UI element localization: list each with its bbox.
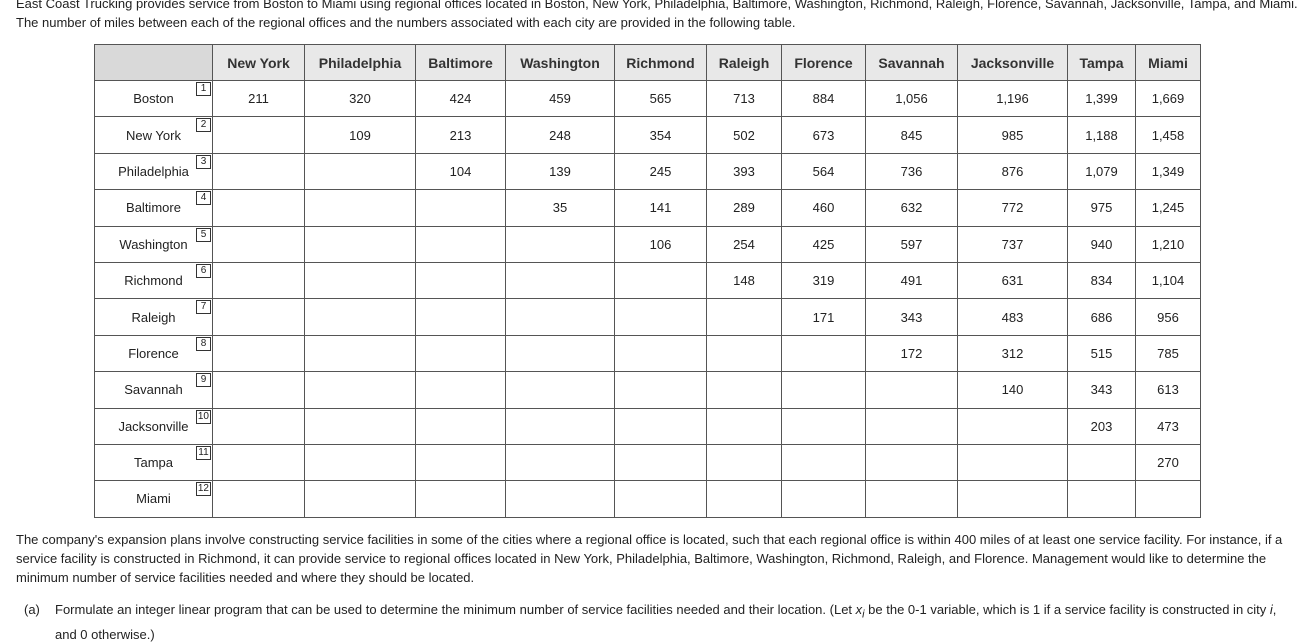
distance-cell: [707, 299, 782, 335]
distance-cell: 171: [782, 299, 866, 335]
distance-cell: 631: [958, 262, 1068, 298]
distance-cell: [213, 262, 305, 298]
distance-cell: 515: [1068, 335, 1136, 371]
distance-cell: [213, 299, 305, 335]
city-index-badge: 1: [196, 82, 211, 96]
distance-cell: 1,669: [1136, 81, 1201, 117]
distance-cell: 565: [615, 81, 707, 117]
column-header: Philadelphia: [305, 45, 416, 81]
distance-cell: 104: [416, 153, 506, 189]
distance-cell: [213, 117, 305, 153]
distance-cell: [1068, 444, 1136, 480]
row-header-cell: [95, 372, 213, 408]
city-name: Boston: [133, 91, 174, 107]
distance-cell: [506, 481, 615, 517]
row-header-cell: [95, 117, 213, 153]
table-row: [95, 444, 1201, 480]
expansion-paragraph: The company's expansion plans involve constructing service facilities in some of the cities where a regional office is located, such that each regional office is within 400 miles of at least one service facility. For instance, if a service facility is constructed in Richmond, it can provide service to regional offices located in New York, Philadelphia, Baltimore, Washington, Richmond, Raleigh, and Florence. Management would like to determine the minimum number of service facilities needed and where they should be located.: [16, 532, 1283, 585]
distance-cell: [416, 444, 506, 480]
row-header-cell: [95, 444, 213, 480]
distance-cell: [416, 299, 506, 335]
distance-cell: 1,210: [1136, 226, 1201, 262]
distance-cell: 425: [782, 226, 866, 262]
distance-cell: [782, 335, 866, 371]
city-name: Florence: [128, 345, 179, 361]
distance-cell: 1,188: [1068, 117, 1136, 153]
corner-cell: [95, 45, 213, 81]
city-index-badge: 9: [196, 373, 211, 387]
column-header: Jacksonville: [958, 45, 1068, 81]
distance-cell: 254: [707, 226, 782, 262]
column-header: Tampa: [1068, 45, 1136, 81]
city-name: Miami: [136, 491, 171, 507]
distance-cell: 459: [506, 81, 615, 117]
distance-cell: 106: [615, 226, 707, 262]
distance-cell: [506, 444, 615, 480]
distance-cell: 248: [506, 117, 615, 153]
distance-cell: [416, 335, 506, 371]
distance-cell: [305, 299, 416, 335]
distance-cell: [615, 299, 707, 335]
distance-cell: 140: [958, 372, 1068, 408]
distance-cell: 845: [866, 117, 958, 153]
table-row: [95, 481, 1201, 517]
distance-cell: 109: [305, 117, 416, 153]
city-name: Savannah: [124, 382, 183, 398]
part-a-text: [55, 600, 1284, 644]
column-header: Richmond: [615, 45, 707, 81]
distance-cell: 985: [958, 117, 1068, 153]
distance-cell: [305, 153, 416, 189]
distance-cell: 148: [707, 262, 782, 298]
distance-cell: 785: [1136, 335, 1201, 371]
row-header-cell: [95, 226, 213, 262]
distance-cell: 289: [707, 190, 782, 226]
distance-cell: [782, 481, 866, 517]
distance-cell: [707, 408, 782, 444]
distance-cell: [416, 408, 506, 444]
distance-cell: 245: [615, 153, 707, 189]
distance-cell: [615, 408, 707, 444]
distance-cell: [506, 226, 615, 262]
distance-cell: [213, 372, 305, 408]
distance-cell: 343: [1068, 372, 1136, 408]
distance-cell: [782, 408, 866, 444]
distance-cell: [305, 444, 416, 480]
distance-cell: [1136, 481, 1201, 517]
distance-cell: [958, 408, 1068, 444]
distance-cell: [305, 372, 416, 408]
table-row: [95, 408, 1201, 444]
row-header-cell: [95, 153, 213, 189]
distance-cell: 1,399: [1068, 81, 1136, 117]
part-a-question: [24, 600, 1284, 644]
distance-cell: [416, 226, 506, 262]
distance-cell: [615, 481, 707, 517]
distance-cell: [782, 444, 866, 480]
city-name: Philadelphia: [118, 163, 189, 179]
distance-cell: [1068, 481, 1136, 517]
distance-cell: 139: [506, 153, 615, 189]
distance-cell: 597: [866, 226, 958, 262]
distance-cell: 876: [958, 153, 1068, 189]
row-header-cell: [95, 481, 213, 517]
distance-cell: 343: [866, 299, 958, 335]
distance-cell: 1,349: [1136, 153, 1201, 189]
distance-cell: 320: [305, 81, 416, 117]
row-header-cell: [95, 190, 213, 226]
distance-cell: 213: [416, 117, 506, 153]
distance-cell: [615, 335, 707, 371]
distance-cell: 713: [707, 81, 782, 117]
distance-cell: [305, 335, 416, 371]
distance-cell: 1,056: [866, 81, 958, 117]
distance-cell: [213, 481, 305, 517]
table-row: [95, 81, 1201, 117]
distance-cell: 312: [958, 335, 1068, 371]
distance-cell: 483: [958, 299, 1068, 335]
column-header: Washington: [506, 45, 615, 81]
distance-cell: 564: [782, 153, 866, 189]
distance-cell: [506, 262, 615, 298]
column-header: Miami: [1136, 45, 1201, 81]
distance-cell: [615, 262, 707, 298]
city-name: Raleigh: [131, 309, 176, 325]
distance-cell: 424: [416, 81, 506, 117]
distance-cell: 172: [866, 335, 958, 371]
distance-cell: 940: [1068, 226, 1136, 262]
part-a-text-middle: be the 0-1 variable, which is 1 if a service facility is constructed in city: [864, 602, 1270, 617]
row-header-cell: [95, 262, 213, 298]
distance-cell: [506, 408, 615, 444]
column-header: Raleigh: [707, 45, 782, 81]
city-name: Tampa: [133, 455, 174, 471]
city-index-badge: 2: [196, 118, 211, 132]
distance-cell: 975: [1068, 190, 1136, 226]
distance-cell: [305, 226, 416, 262]
distance-cell: 491: [866, 262, 958, 298]
distance-cell: [305, 262, 416, 298]
distance-cell: [866, 481, 958, 517]
distance-cell: 772: [958, 190, 1068, 226]
part-a-text-end: , and 0 otherwise.): [55, 602, 1277, 642]
variable-x: x: [855, 602, 863, 617]
distance-cell: 736: [866, 153, 958, 189]
distance-cell: [305, 481, 416, 517]
distance-cell: 737: [958, 226, 1068, 262]
city-index-badge: 6: [196, 264, 211, 278]
city-index-badge: 11: [196, 446, 211, 460]
column-header: Baltimore: [416, 45, 506, 81]
distance-cell: 834: [1068, 262, 1136, 298]
table-row: [95, 372, 1201, 408]
distance-cell: 354: [615, 117, 707, 153]
row-header-cell: [95, 335, 213, 371]
distance-cell: 502: [707, 117, 782, 153]
table-header-row: [95, 45, 1201, 81]
distance-cell: 1,079: [1068, 153, 1136, 189]
distance-cell: [305, 408, 416, 444]
table-row: [95, 117, 1201, 153]
distance-cell: [416, 190, 506, 226]
distance-cell: [615, 372, 707, 408]
distance-cell: [958, 444, 1068, 480]
distance-cell: 473: [1136, 408, 1201, 444]
city-name: Washington: [119, 236, 188, 252]
city-index-badge: 8: [196, 337, 211, 351]
city-index-badge: 5: [196, 228, 211, 242]
distance-cell: [213, 190, 305, 226]
distance-cell: [707, 444, 782, 480]
city-name: Baltimore: [126, 200, 181, 216]
distance-cell: [213, 335, 305, 371]
distance-cell: [213, 444, 305, 480]
city-index-badge: 12: [197, 483, 209, 495]
distance-cell: 1,196: [958, 81, 1068, 117]
distance-cell: [213, 153, 305, 189]
column-header: New York: [213, 45, 305, 81]
distance-cell: 319: [782, 262, 866, 298]
distance-cell: [866, 408, 958, 444]
row-header-cell: [95, 81, 213, 117]
distance-cell: [416, 481, 506, 517]
distance-cell: [416, 262, 506, 298]
city-index-badge: 3: [196, 155, 211, 169]
distance-cell: 1,245: [1136, 190, 1201, 226]
table-row: [95, 262, 1201, 298]
table-row: [95, 190, 1201, 226]
distance-cell: [615, 444, 707, 480]
city-name: Jacksonville: [118, 418, 189, 434]
row-header-cell: [95, 299, 213, 335]
distance-cell: [305, 190, 416, 226]
distance-cell: 141: [615, 190, 707, 226]
distance-cell: 632: [866, 190, 958, 226]
variable-subscript: i: [862, 608, 865, 621]
table-row: [95, 299, 1201, 335]
city-name: New York: [126, 127, 181, 143]
distance-cell: 956: [1136, 299, 1201, 335]
distance-cell: [506, 299, 615, 335]
distance-cell: [213, 226, 305, 262]
row-header-cell: [95, 408, 213, 444]
distance-cell: 673: [782, 117, 866, 153]
distance-cell: 460: [782, 190, 866, 226]
distance-cell: 686: [1068, 299, 1136, 335]
city-name: Richmond: [124, 273, 183, 289]
distance-cell: [506, 335, 615, 371]
distance-table: [94, 44, 1201, 518]
distance-cell: 270: [1136, 444, 1201, 480]
city-index-badge: 4: [196, 191, 211, 205]
distance-cell: [707, 335, 782, 371]
distance-cell: [866, 444, 958, 480]
distance-cell: [213, 408, 305, 444]
part-a-label: (a): [24, 602, 40, 617]
city-index-badge: 7: [196, 300, 211, 314]
variable-i: i: [1269, 602, 1273, 617]
distance-cell: 884: [782, 81, 866, 117]
distance-cell: 613: [1136, 372, 1201, 408]
distance-cell: [782, 372, 866, 408]
distance-cell: [707, 481, 782, 517]
distance-cell: 1,458: [1136, 117, 1201, 153]
city-index-badge: 10: [197, 410, 209, 422]
distance-cell: 35: [506, 190, 615, 226]
distance-cell: [707, 372, 782, 408]
distance-cell: 203: [1068, 408, 1136, 444]
column-header: Florence: [782, 45, 866, 81]
distance-cell: [958, 481, 1068, 517]
distance-cell: 211: [213, 81, 305, 117]
distance-cell: [866, 372, 958, 408]
distance-cell: 1,104: [1136, 262, 1201, 298]
distance-cell: [506, 372, 615, 408]
table-row: [95, 153, 1201, 189]
distance-cell: [416, 372, 506, 408]
intro-paragraph: East Coast Trucking provides service from Boston to Miami using regional offices located in Boston, New York, Philadelphia, Baltimore, Washington, Richmond, Raleigh, Florence, Savannah, Jacksonville, Tampa, and Miami. The number of miles between each of the regional offices and the numbers associated with each city are provided in the following table.: [16, 0, 1298, 30]
part-a-text-start: Formulate an integer linear program that can be used to determine the minimum number of service facilities needed and their location. (Let: [55, 602, 856, 617]
table-row: [95, 226, 1201, 262]
table-row: [95, 335, 1201, 371]
column-header: Savannah: [866, 45, 958, 81]
distance-cell: 393: [707, 153, 782, 189]
